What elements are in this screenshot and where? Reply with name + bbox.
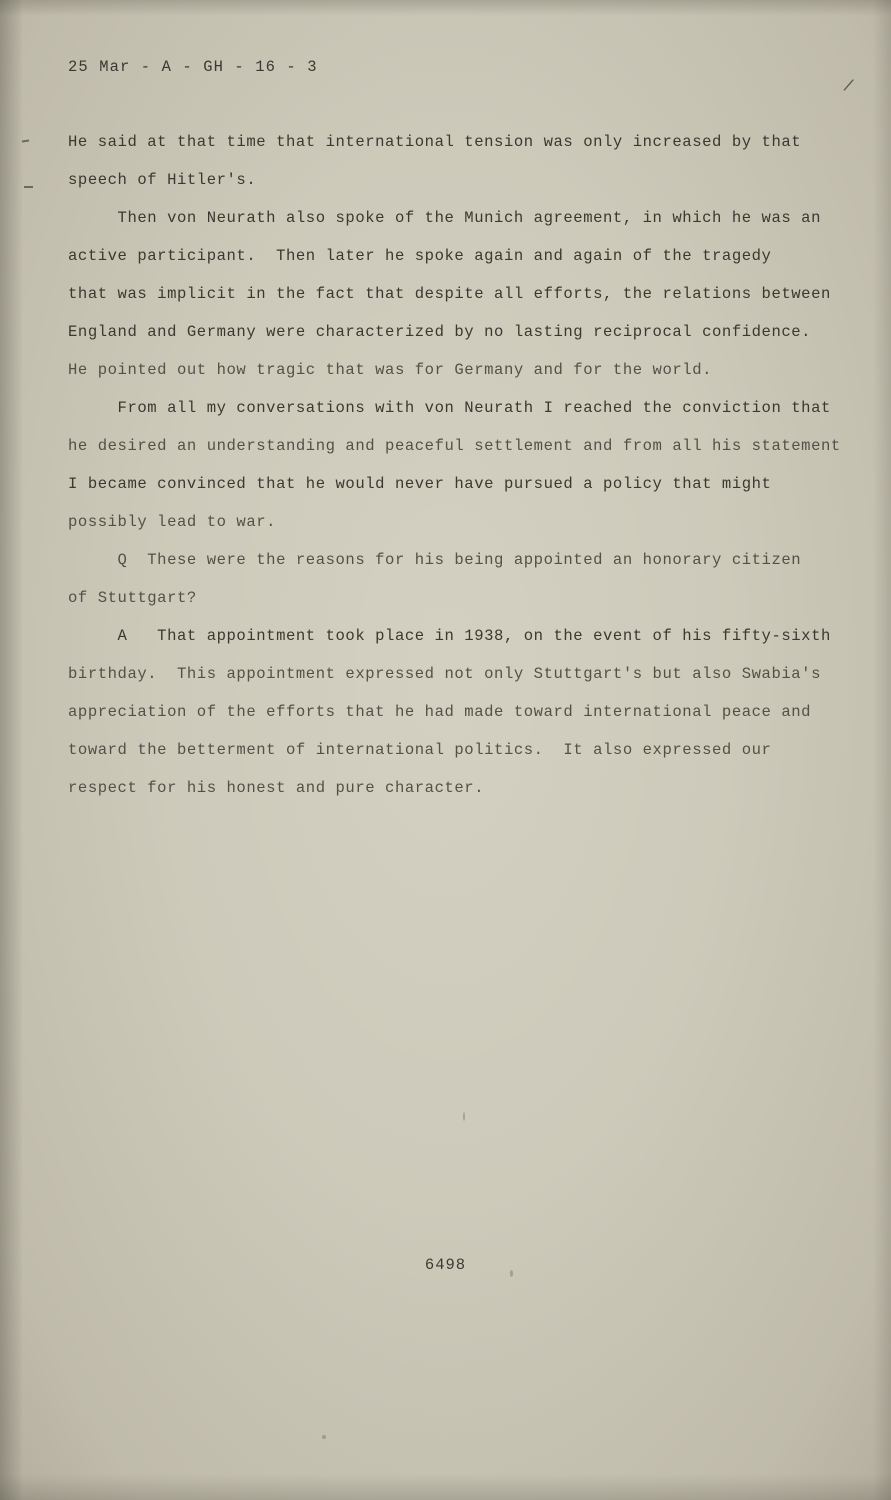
- margin-dash-mark-lower: [24, 186, 33, 188]
- text-line: active participant. Then later he spoke again and again of the tragedy: [68, 247, 772, 265]
- document-header: 25 Mar - A - GH - 16 - 3: [68, 58, 318, 76]
- page-edge-shadow-bottom: [0, 1474, 891, 1500]
- page-edge-shadow-left: [0, 0, 22, 1500]
- text-line: possibly lead to war.: [68, 513, 277, 531]
- text-line: he desired an understanding and peaceful settlement and from all his statement: [68, 437, 841, 455]
- margin-dash-mark-upper: [22, 140, 29, 143]
- pen-slash-mark: /: [841, 77, 856, 98]
- paragraph-1: [68, 133, 828, 209]
- page-edge-shadow-right: [873, 0, 891, 1500]
- text-line: toward the betterment of international politics. It also expressed our: [68, 741, 772, 759]
- paragraph-4: [68, 551, 828, 627]
- text-line: A That appointment took place in 1938, on the event of his fifty-sixth: [68, 627, 831, 645]
- document-body: [68, 133, 841, 817]
- page-number: 6498: [424, 1256, 467, 1274]
- text-line: of Stuttgart?: [68, 589, 197, 607]
- text-line: I became convinced that he would never have pursued a policy that might: [68, 475, 772, 493]
- text-line: England and Germany were characterized by no lasting reciprocal confidence.: [68, 323, 812, 341]
- text-line: Q These were the reasons for his being appointed an honorary citizen: [68, 551, 802, 569]
- text-line: that was implicit in the fact that despite all efforts, the relations between: [68, 285, 831, 303]
- text-line: He pointed out how tragic that was for Germany and for the world.: [68, 361, 713, 379]
- text-line: respect for his honest and pure character.: [68, 779, 485, 797]
- text-line: Then von Neurath also spoke of the Munich agreement, in which he was an: [68, 209, 821, 227]
- page-edge-shadow-top: [0, 0, 891, 16]
- paragraph-5: [68, 627, 831, 817]
- paper-speck: [322, 1435, 326, 1439]
- paragraph-3: [68, 399, 841, 551]
- text-line: birthday. This appointment expressed not only Stuttgart's but also Swabia's: [68, 665, 821, 683]
- paragraph-2: [68, 209, 831, 399]
- text-line: From all my conversations with von Neurath I reached the conviction that: [68, 399, 831, 417]
- paper-speck: [510, 1270, 513, 1277]
- text-line: appreciation of the efforts that he had made toward international peace and: [68, 703, 812, 721]
- text-line: He said at that time that international tension was only increased by that: [68, 133, 802, 151]
- paper-speck: [463, 1112, 465, 1121]
- text-line: speech of Hitler's.: [68, 171, 257, 189]
